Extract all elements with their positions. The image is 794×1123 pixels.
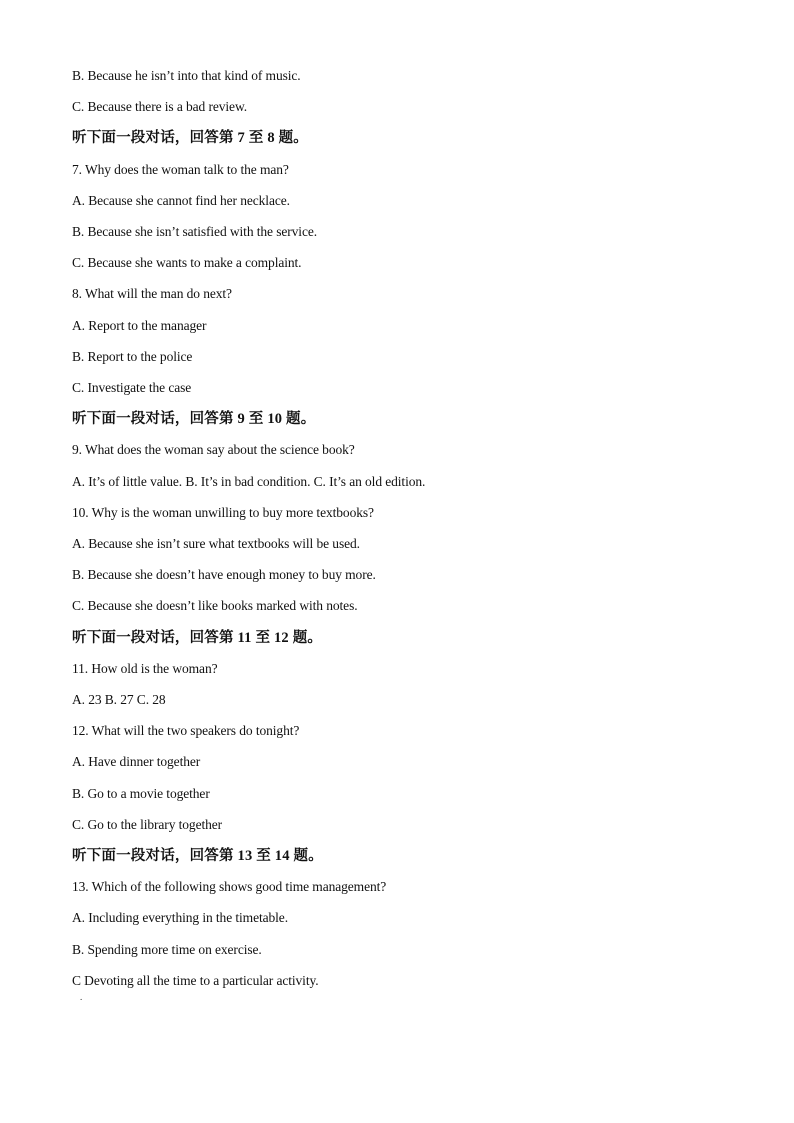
question-line: A. 23 B. 27 C. 28: [72, 692, 166, 707]
section-heading: 听下面一段对话，回答第 9 至 10 题。: [72, 411, 316, 427]
question-line: A. It’s of little value. B. It’s in bad condition. C. It’s an old edition.: [72, 474, 426, 489]
question-line: A. Including everything in the timetable.: [72, 910, 288, 925]
question-line: 8. What will the man do next?: [72, 286, 232, 301]
question-line: 9. What does the woman say about the science book?: [72, 442, 355, 457]
question-line: C. Because there is a bad review.: [72, 99, 248, 114]
question-line: C. Go to the library together: [72, 817, 223, 832]
stray-mark: .: [80, 992, 83, 1002]
question-line: B. Because he isn’t into that kind of music.: [72, 68, 301, 83]
question-line: B. Because she doesn’t have enough money to buy more.: [72, 567, 376, 582]
question-line: A. Have dinner together: [72, 754, 201, 769]
question-line: A. Because she cannot find her necklace.: [72, 193, 290, 208]
question-line: A. Because she isn’t sure what textbooks will be used.: [72, 536, 360, 551]
question-line: 7. Why does the woman talk to the man?: [72, 162, 289, 177]
question-line: B. Report to the police: [72, 349, 193, 364]
section-heading: 听下面一段对话，回答第 11 至 12 题。: [72, 630, 323, 646]
section-heading: 听下面一段对话，回答第 7 至 8 题。: [72, 130, 308, 146]
section-heading: 听下面一段对话，回答第 13 至 14 题。: [72, 848, 323, 864]
question-line: 12. What will the two speakers do tonight?: [72, 723, 300, 738]
question-line: B. Because she isn’t satisfied with the service.: [72, 224, 318, 239]
question-line: B. Spending more time on exercise.: [72, 942, 262, 957]
question-line: 11. How old is the woman?: [72, 661, 218, 676]
question-line: C. Because she wants to make a complaint.: [72, 255, 302, 270]
question-line: 10. Why is the woman unwilling to buy more textbooks?: [72, 505, 374, 520]
question-line: C Devoting all the time to a particular activity.: [72, 973, 319, 988]
question-line: A. Report to the manager: [72, 318, 207, 333]
question-line: C. Investigate the case: [72, 380, 192, 395]
question-line: C. Because she doesn’t like books marked with notes.: [72, 598, 358, 613]
question-line: 13. Which of the following shows good time management?: [72, 879, 387, 894]
question-line: B. Go to a movie together: [72, 786, 210, 801]
